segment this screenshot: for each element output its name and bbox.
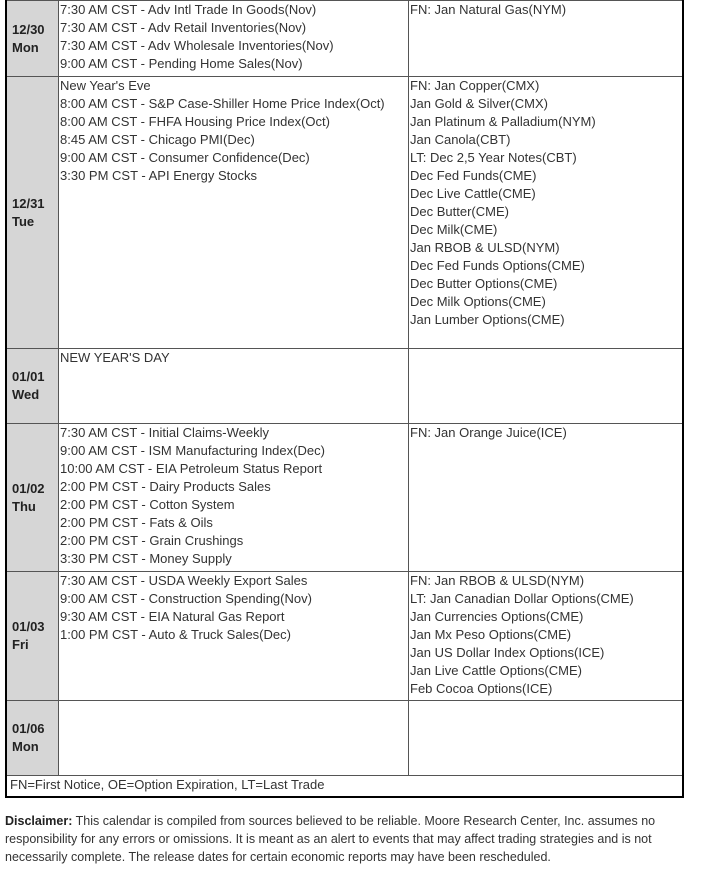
event-item: 3:30 PM CST - Money Supply: [60, 551, 232, 566]
events-cell: [59, 424, 409, 572]
day-date: 01/01: [12, 369, 45, 384]
notice-item: Dec Live Cattle(CME): [410, 186, 536, 201]
disclaimer-label: Disclaimer:: [5, 814, 73, 828]
disclaimer: [5, 812, 705, 866]
notice-item: FN: Jan Natural Gas(NYM): [410, 2, 567, 17]
event-item: 2:00 PM CST - Cotton System: [60, 497, 235, 512]
day-row: [6, 701, 683, 776]
event-item: 2:00 PM CST - Dairy Products Sales: [60, 479, 271, 494]
day-label: [6, 349, 59, 424]
day-label: [6, 701, 59, 776]
events-cell: [59, 572, 409, 701]
event-item: 8:00 AM CST - FHFA Housing Price Index(Oct): [60, 114, 330, 129]
event-item: 9:00 AM CST - Pending Home Sales(Nov): [60, 56, 303, 71]
event-item: 9:00 AM CST - Construction Spending(Nov): [60, 591, 312, 606]
day-weekday: Fri: [12, 637, 29, 652]
notice-item: Dec Milk(CME): [410, 222, 498, 237]
event-item: 8:45 AM CST - Chicago PMI(Dec): [60, 132, 255, 147]
event-item: New Year's Eve: [60, 78, 151, 93]
day-weekday: Thu: [12, 498, 36, 514]
legend-text: FN=First Notice, OE=Option Expiration, LT=Last Trade: [6, 776, 683, 798]
notice-item: Jan Platinum & Palladium(NYM): [410, 114, 596, 129]
day-row: [6, 77, 683, 349]
day-weekday: Wed: [12, 387, 40, 402]
event-item: 3:30 PM CST - API Energy Stocks: [60, 168, 258, 183]
disclaimer-text: This calendar is compiled from sources believed to be reliable. Moore Research Center, Inc. assumes no responsibility for any errors or omissions. It is meant as an alert to events that may affect trading strategies and is not necessarily complete. The release dates for certain economic reports may have been rescheduled.: [5, 814, 656, 864]
notice-item: FN: Jan Copper(CMX): [410, 78, 540, 93]
event-item: 10:00 AM CST - EIA Petroleum Status Report: [60, 461, 323, 476]
day-row: [6, 572, 683, 701]
events-cell: [59, 77, 409, 349]
day-date: 12/30: [12, 21, 45, 37]
notice-item: Jan Lumber Options(CME): [410, 312, 565, 327]
day-date: 01/03: [12, 619, 45, 634]
event-item: 7:30 AM CST - Initial Claims-Weekly: [60, 425, 270, 440]
calendar-body: [6, 1, 683, 776]
notice-item: FN: Jan RBOB & ULSD(NYM): [410, 573, 585, 588]
day-label: [6, 572, 59, 701]
notices-cell: [409, 349, 684, 424]
notice-item: Dec Butter Options(CME): [410, 276, 558, 291]
notices-cell: [409, 572, 684, 701]
notices-cell: [409, 424, 684, 572]
notices-cell: [409, 1, 684, 77]
notice-item: Jan Gold & Silver(CMX): [410, 96, 548, 111]
notice-item: Jan Mx Peso Options(CME): [410, 627, 572, 642]
notice-item: Jan US Dollar Index Options(ICE): [410, 645, 605, 660]
events-cell: [59, 1, 409, 77]
day-date: 12/31: [12, 195, 45, 211]
event-item: 9:00 AM CST - Consumer Confidence(Dec): [60, 150, 310, 165]
day-row: [6, 1, 683, 77]
notice-item: FN: Jan Orange Juice(ICE): [410, 425, 567, 440]
notice-item: Jan Currencies Options(CME): [410, 609, 584, 624]
day-weekday: Mon: [12, 739, 39, 754]
notice-item: LT: Dec 2,5 Year Notes(CBT): [410, 150, 577, 165]
notice-item: LT: Jan Canadian Dollar Options(CME): [410, 591, 634, 606]
notice-item: Dec Fed Funds(CME): [410, 168, 537, 183]
day-label: [6, 1, 59, 77]
notice-item: Jan Live Cattle Options(CME): [410, 663, 582, 678]
day-date: 01/02: [12, 480, 45, 496]
day-weekday: Tue: [12, 213, 35, 229]
day-label: [6, 424, 59, 572]
events-cell: [59, 349, 409, 424]
event-item: 9:30 AM CST - EIA Natural Gas Report: [60, 609, 285, 624]
event-item: 7:30 AM CST - Adv Wholesale Inventories(Nov): [60, 38, 334, 53]
economic-calendar-table: [5, 0, 684, 798]
notice-item: Jan RBOB & ULSD(NYM): [410, 240, 560, 255]
legend-row: [6, 776, 683, 798]
event-item: 7:30 AM CST - Adv Intl Trade In Goods(Nov): [60, 2, 317, 17]
event-item: 8:00 AM CST - S&P Case-Shiller Home Price Index(Oct): [60, 96, 385, 111]
events-cell: [59, 701, 409, 776]
notices-cell: [409, 701, 684, 776]
day-row: [6, 349, 683, 424]
event-item: 9:00 AM CST - ISM Manufacturing Index(Dec): [60, 443, 325, 458]
notice-item: Dec Milk Options(CME): [410, 294, 546, 309]
day-weekday: Mon: [12, 39, 39, 55]
event-item: 7:30 AM CST - USDA Weekly Export Sales: [60, 573, 308, 588]
notice-item: Feb Cocoa Options(ICE): [410, 681, 553, 696]
event-item: 1:00 PM CST - Auto & Truck Sales(Dec): [60, 627, 291, 642]
event-item: 2:00 PM CST - Grain Crushings: [60, 533, 244, 548]
notices-cell: [409, 77, 684, 349]
day-date: 01/06: [12, 721, 45, 736]
notice-item: Jan Canola(CBT): [410, 132, 511, 147]
notice-item: Dec Butter(CME): [410, 204, 509, 219]
day-row: [6, 424, 683, 572]
notice-item: Dec Fed Funds Options(CME): [410, 258, 585, 273]
event-item: 7:30 AM CST - Adv Retail Inventories(Nov): [60, 20, 307, 35]
event-item: NEW YEAR'S DAY: [60, 350, 170, 365]
day-label: [6, 77, 59, 349]
event-item: 2:00 PM CST - Fats & Oils: [60, 515, 213, 530]
